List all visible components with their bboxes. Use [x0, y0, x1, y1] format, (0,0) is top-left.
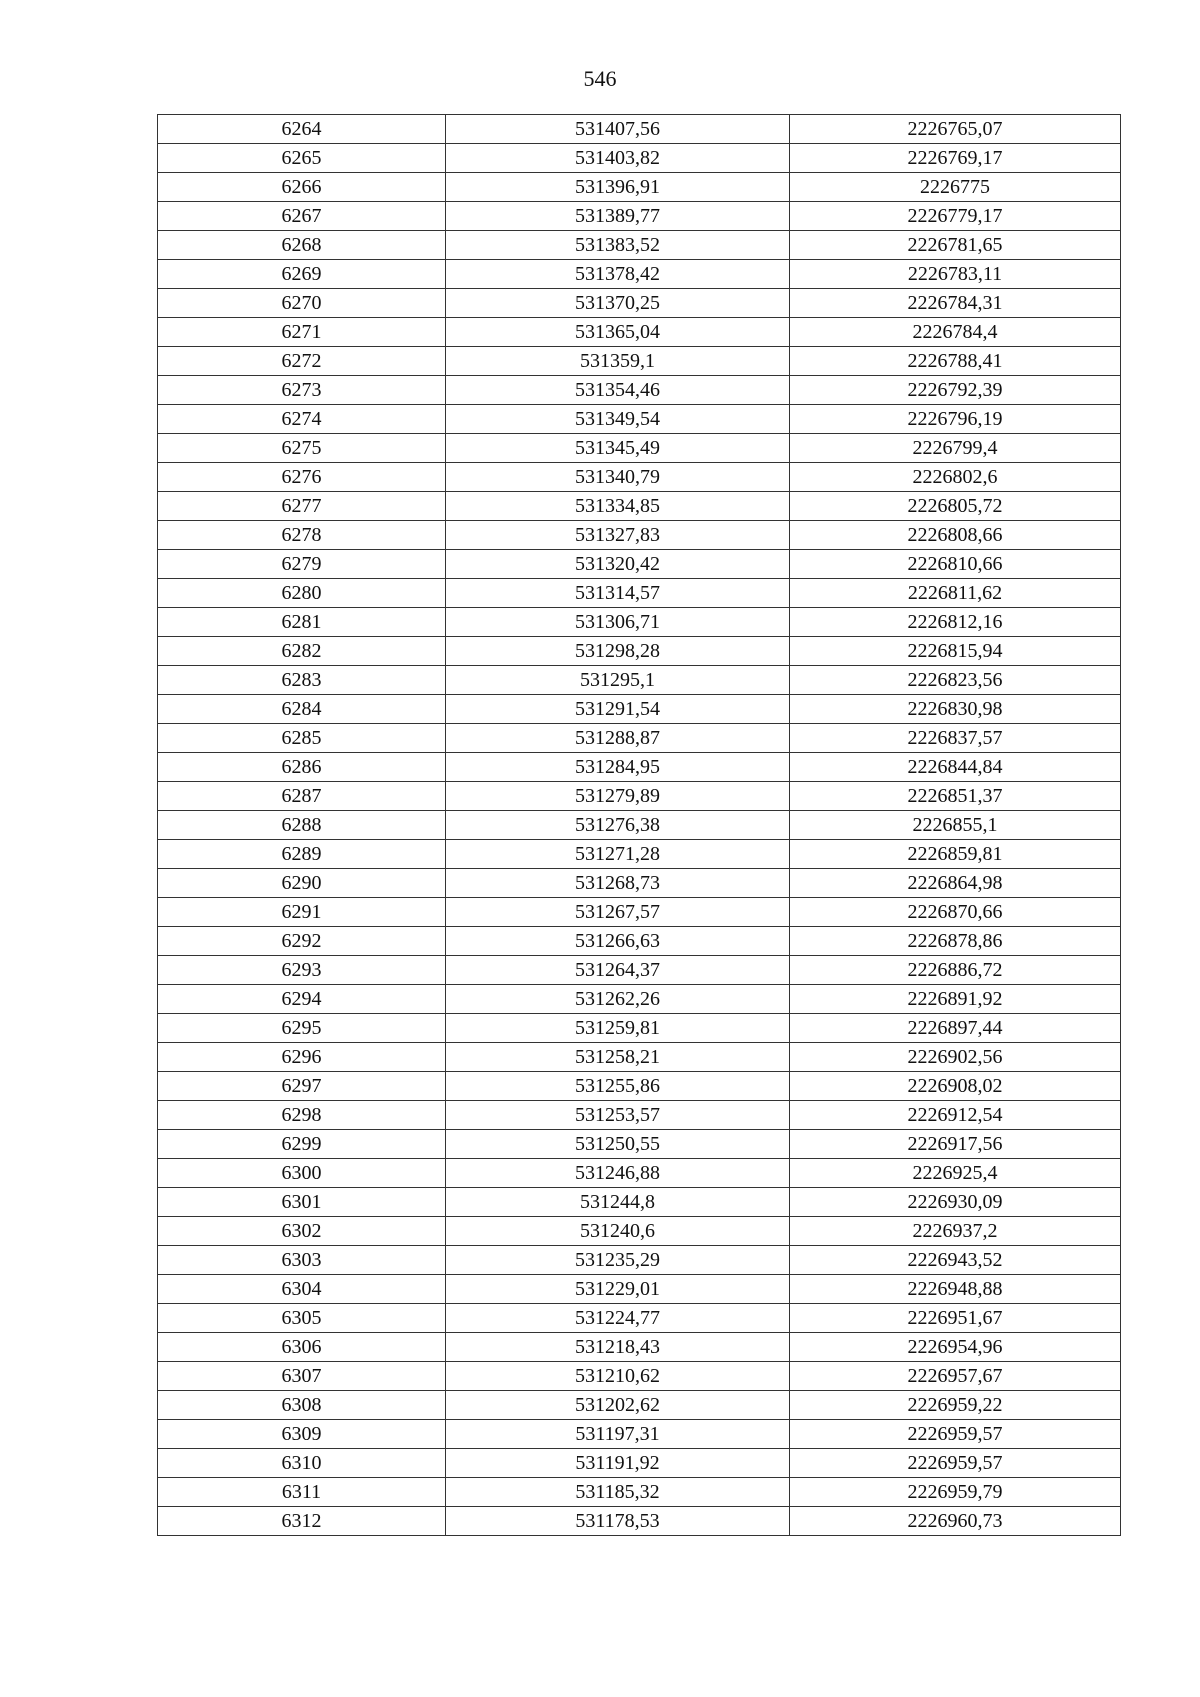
point-number-cell: 6268 [158, 231, 446, 260]
x-coordinate-cell: 531258,21 [446, 1043, 790, 1072]
y-coordinate-cell: 2226808,66 [790, 521, 1121, 550]
x-coordinate-cell: 531370,25 [446, 289, 790, 318]
x-coordinate-cell: 531229,01 [446, 1275, 790, 1304]
table-row [158, 376, 1121, 405]
point-number-cell: 6283 [158, 666, 446, 695]
y-coordinate-cell: 2226823,56 [790, 666, 1121, 695]
x-coordinate-cell: 531295,1 [446, 666, 790, 695]
table-row [158, 1507, 1121, 1536]
y-coordinate-cell: 2226855,1 [790, 811, 1121, 840]
table-row [158, 608, 1121, 637]
x-coordinate-cell: 531253,57 [446, 1101, 790, 1130]
point-number-cell: 6273 [158, 376, 446, 405]
y-coordinate-cell: 2226957,67 [790, 1362, 1121, 1391]
table-row [158, 753, 1121, 782]
table-row [158, 782, 1121, 811]
page-number: 546 [583, 66, 617, 91]
point-number-cell: 6274 [158, 405, 446, 434]
x-coordinate-cell: 531191,92 [446, 1449, 790, 1478]
y-coordinate-cell: 2226959,79 [790, 1478, 1121, 1507]
table-row [158, 1449, 1121, 1478]
y-coordinate-cell: 2226897,44 [790, 1014, 1121, 1043]
point-number-cell: 6296 [158, 1043, 446, 1072]
table-row [158, 927, 1121, 956]
point-number-cell: 6271 [158, 318, 446, 347]
point-number-cell: 6309 [158, 1420, 446, 1449]
y-coordinate-cell: 2226943,52 [790, 1246, 1121, 1275]
x-coordinate-cell: 531271,28 [446, 840, 790, 869]
y-coordinate-cell: 2226769,17 [790, 144, 1121, 173]
table-row [158, 289, 1121, 318]
table-row [158, 956, 1121, 985]
point-number-cell: 6305 [158, 1304, 446, 1333]
point-number-cell: 6310 [158, 1449, 446, 1478]
y-coordinate-cell: 2226783,11 [790, 260, 1121, 289]
table-row [158, 260, 1121, 289]
point-number-cell: 6297 [158, 1072, 446, 1101]
point-number-cell: 6281 [158, 608, 446, 637]
y-coordinate-cell: 2226864,98 [790, 869, 1121, 898]
table-row [158, 550, 1121, 579]
point-number-cell: 6288 [158, 811, 446, 840]
point-number-cell: 6272 [158, 347, 446, 376]
y-coordinate-cell: 2226802,6 [790, 463, 1121, 492]
point-number-cell: 6267 [158, 202, 446, 231]
point-number-cell: 6311 [158, 1478, 446, 1507]
point-number-cell: 6291 [158, 898, 446, 927]
table-row [158, 811, 1121, 840]
y-coordinate-cell: 2226912,54 [790, 1101, 1121, 1130]
y-coordinate-cell: 2226954,96 [790, 1333, 1121, 1362]
y-coordinate-cell: 2226788,41 [790, 347, 1121, 376]
table-row [158, 1478, 1121, 1507]
table-row [158, 898, 1121, 927]
x-coordinate-cell: 531244,8 [446, 1188, 790, 1217]
point-number-cell: 6286 [158, 753, 446, 782]
x-coordinate-cell: 531246,88 [446, 1159, 790, 1188]
table-row [158, 1014, 1121, 1043]
point-number-cell: 6308 [158, 1391, 446, 1420]
point-number-cell: 6293 [158, 956, 446, 985]
point-number-cell: 6284 [158, 695, 446, 724]
y-coordinate-cell: 2226960,73 [790, 1507, 1121, 1536]
point-number-cell: 6285 [158, 724, 446, 753]
y-coordinate-cell: 2226902,56 [790, 1043, 1121, 1072]
y-coordinate-cell: 2226815,94 [790, 637, 1121, 666]
table-row [158, 1420, 1121, 1449]
table-row [158, 1391, 1121, 1420]
table-row [158, 521, 1121, 550]
point-number-cell: 6277 [158, 492, 446, 521]
y-coordinate-cell: 2226908,02 [790, 1072, 1121, 1101]
x-coordinate-cell: 531365,04 [446, 318, 790, 347]
y-coordinate-cell: 2226805,72 [790, 492, 1121, 521]
x-coordinate-cell: 531197,31 [446, 1420, 790, 1449]
y-coordinate-cell: 2226799,4 [790, 434, 1121, 463]
point-number-cell: 6289 [158, 840, 446, 869]
x-coordinate-cell: 531345,49 [446, 434, 790, 463]
point-number-cell: 6282 [158, 637, 446, 666]
y-coordinate-cell: 2226784,31 [790, 289, 1121, 318]
table-row [158, 985, 1121, 1014]
table-row [158, 115, 1121, 144]
x-coordinate-cell: 531320,42 [446, 550, 790, 579]
point-number-cell: 6303 [158, 1246, 446, 1275]
y-coordinate-cell: 2226784,4 [790, 318, 1121, 347]
point-number-cell: 6302 [158, 1217, 446, 1246]
table-row [158, 840, 1121, 869]
point-number-cell: 6294 [158, 985, 446, 1014]
x-coordinate-cell: 531298,28 [446, 637, 790, 666]
table-row [158, 144, 1121, 173]
table-row [158, 1217, 1121, 1246]
y-coordinate-cell: 2226959,57 [790, 1449, 1121, 1478]
point-number-cell: 6312 [158, 1507, 446, 1536]
y-coordinate-cell: 2226859,81 [790, 840, 1121, 869]
y-coordinate-cell: 2226792,39 [790, 376, 1121, 405]
table-row [158, 666, 1121, 695]
point-number-cell: 6279 [158, 550, 446, 579]
x-coordinate-cell: 531185,32 [446, 1478, 790, 1507]
point-number-cell: 6304 [158, 1275, 446, 1304]
table-row [158, 347, 1121, 376]
table-row [158, 405, 1121, 434]
table-row [158, 318, 1121, 347]
table-row [158, 1043, 1121, 1072]
x-coordinate-cell: 531396,91 [446, 173, 790, 202]
x-coordinate-cell: 531314,57 [446, 579, 790, 608]
y-coordinate-cell: 2226812,16 [790, 608, 1121, 637]
y-coordinate-cell: 2226937,2 [790, 1217, 1121, 1246]
point-number-cell: 6265 [158, 144, 446, 173]
x-coordinate-cell: 531327,83 [446, 521, 790, 550]
point-number-cell: 6301 [158, 1188, 446, 1217]
x-coordinate-cell: 531240,6 [446, 1217, 790, 1246]
x-coordinate-cell: 531279,89 [446, 782, 790, 811]
point-number-cell: 6276 [158, 463, 446, 492]
x-coordinate-cell: 531354,46 [446, 376, 790, 405]
x-coordinate-cell: 531210,62 [446, 1362, 790, 1391]
point-number-cell: 6306 [158, 1333, 446, 1362]
table-row [158, 434, 1121, 463]
table-row [158, 637, 1121, 666]
y-coordinate-cell: 2226930,09 [790, 1188, 1121, 1217]
x-coordinate-cell: 531291,54 [446, 695, 790, 724]
table-row [158, 1188, 1121, 1217]
x-coordinate-cell: 531235,29 [446, 1246, 790, 1275]
x-coordinate-cell: 531389,77 [446, 202, 790, 231]
table-row [158, 724, 1121, 753]
y-coordinate-cell: 2226779,17 [790, 202, 1121, 231]
x-coordinate-cell: 531340,79 [446, 463, 790, 492]
y-coordinate-cell: 2226844,84 [790, 753, 1121, 782]
x-coordinate-cell: 531383,52 [446, 231, 790, 260]
y-coordinate-cell: 2226837,57 [790, 724, 1121, 753]
y-coordinate-cell: 2226811,62 [790, 579, 1121, 608]
x-coordinate-cell: 531288,87 [446, 724, 790, 753]
table-row [158, 463, 1121, 492]
table-row [158, 1072, 1121, 1101]
y-coordinate-cell: 2226891,92 [790, 985, 1121, 1014]
point-number-cell: 6278 [158, 521, 446, 550]
table-row [158, 1101, 1121, 1130]
y-coordinate-cell: 2226796,19 [790, 405, 1121, 434]
y-coordinate-cell: 2226948,88 [790, 1275, 1121, 1304]
x-coordinate-cell: 531407,56 [446, 115, 790, 144]
y-coordinate-cell: 2226870,66 [790, 898, 1121, 927]
point-number-cell: 6307 [158, 1362, 446, 1391]
x-coordinate-cell: 531255,86 [446, 1072, 790, 1101]
x-coordinate-cell: 531403,82 [446, 144, 790, 173]
point-number-cell: 6292 [158, 927, 446, 956]
table-row [158, 1333, 1121, 1362]
coordinates-table [157, 114, 1121, 1536]
table-row [158, 1159, 1121, 1188]
point-number-cell: 6266 [158, 173, 446, 202]
x-coordinate-cell: 531264,37 [446, 956, 790, 985]
x-coordinate-cell: 531359,1 [446, 347, 790, 376]
y-coordinate-cell: 2226917,56 [790, 1130, 1121, 1159]
x-coordinate-cell: 531268,73 [446, 869, 790, 898]
point-number-cell: 6298 [158, 1101, 446, 1130]
x-coordinate-cell: 531276,38 [446, 811, 790, 840]
table-row [158, 1246, 1121, 1275]
y-coordinate-cell: 2226878,86 [790, 927, 1121, 956]
x-coordinate-cell: 531267,57 [446, 898, 790, 927]
y-coordinate-cell: 2226959,57 [790, 1420, 1121, 1449]
point-number-cell: 6290 [158, 869, 446, 898]
coordinates-table-body [158, 115, 1121, 1536]
y-coordinate-cell: 2226959,22 [790, 1391, 1121, 1420]
y-coordinate-cell: 2226781,65 [790, 231, 1121, 260]
x-coordinate-cell: 531284,95 [446, 753, 790, 782]
point-number-cell: 6280 [158, 579, 446, 608]
x-coordinate-cell: 531224,77 [446, 1304, 790, 1333]
point-number-cell: 6275 [158, 434, 446, 463]
point-number-cell: 6287 [158, 782, 446, 811]
table-row [158, 173, 1121, 202]
x-coordinate-cell: 531349,54 [446, 405, 790, 434]
x-coordinate-cell: 531378,42 [446, 260, 790, 289]
y-coordinate-cell: 2226810,66 [790, 550, 1121, 579]
y-coordinate-cell: 2226886,72 [790, 956, 1121, 985]
y-coordinate-cell: 2226830,98 [790, 695, 1121, 724]
x-coordinate-cell: 531266,63 [446, 927, 790, 956]
table-row [158, 202, 1121, 231]
y-coordinate-cell: 2226925,4 [790, 1159, 1121, 1188]
table-row [158, 1362, 1121, 1391]
x-coordinate-cell: 531262,26 [446, 985, 790, 1014]
y-coordinate-cell: 2226851,37 [790, 782, 1121, 811]
x-coordinate-cell: 531218,43 [446, 1333, 790, 1362]
y-coordinate-cell: 2226951,67 [790, 1304, 1121, 1333]
x-coordinate-cell: 531250,55 [446, 1130, 790, 1159]
point-number-cell: 6300 [158, 1159, 446, 1188]
point-number-cell: 6264 [158, 115, 446, 144]
point-number-cell: 6295 [158, 1014, 446, 1043]
table-row [158, 1130, 1121, 1159]
table-row [158, 492, 1121, 521]
point-number-cell: 6299 [158, 1130, 446, 1159]
table-row [158, 1304, 1121, 1333]
table-row [158, 1275, 1121, 1304]
x-coordinate-cell: 531178,53 [446, 1507, 790, 1536]
table-row [158, 579, 1121, 608]
table-row [158, 869, 1121, 898]
x-coordinate-cell: 531306,71 [446, 608, 790, 637]
point-number-cell: 6270 [158, 289, 446, 318]
x-coordinate-cell: 531202,62 [446, 1391, 790, 1420]
point-number-cell: 6269 [158, 260, 446, 289]
table-row [158, 695, 1121, 724]
y-coordinate-cell: 2226765,07 [790, 115, 1121, 144]
y-coordinate-cell: 2226775 [790, 173, 1121, 202]
x-coordinate-cell: 531259,81 [446, 1014, 790, 1043]
table-row [158, 231, 1121, 260]
x-coordinate-cell: 531334,85 [446, 492, 790, 521]
